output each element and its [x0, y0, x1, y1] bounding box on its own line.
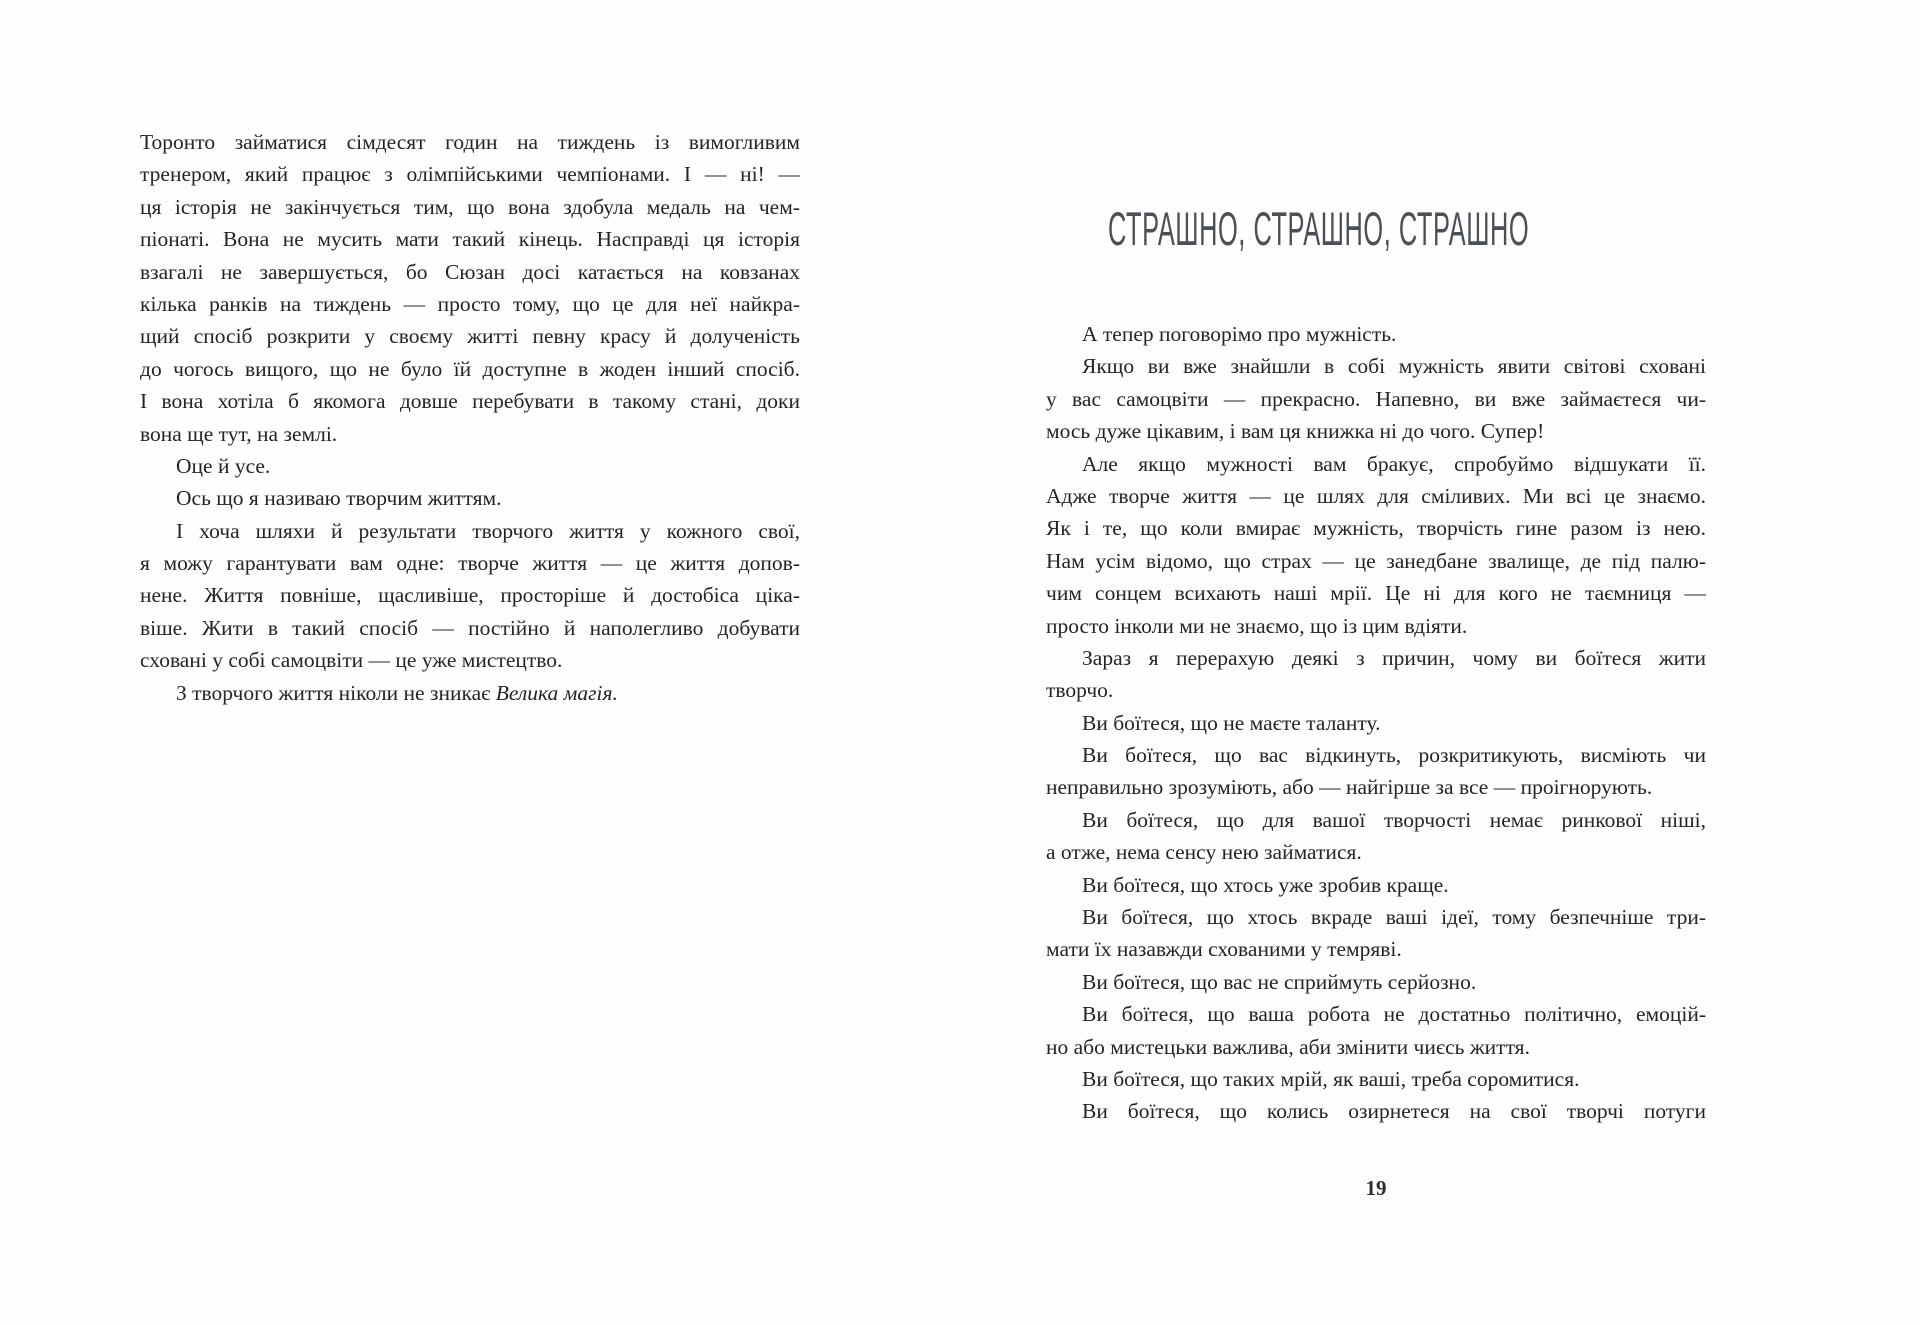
text-line: [140, 191, 800, 223]
left-page-text: [140, 126, 800, 709]
text-run: мось дуже цікавим, і вам ця книжка ні до чого. Супер!: [1046, 419, 1545, 444]
right-page-text: [1046, 318, 1706, 1128]
text-line: [1046, 577, 1706, 609]
text-run: піонаті. Вона не мусить мати такий кінець. Насправді ця історія: [140, 227, 800, 252]
text-line: [1046, 350, 1706, 382]
text-line: [140, 612, 800, 644]
text-line: [140, 515, 800, 547]
text-run: Ви боїтеся, що таких мрій, як ваші, треба соромитися.: [1082, 1066, 1580, 1091]
text-line: [1046, 610, 1706, 642]
text-run: Ви боїтеся, що вас не сприймуть серйозно.: [1082, 969, 1477, 994]
italic-text-run: Велика магія.: [495, 680, 618, 705]
text-line: [140, 126, 800, 158]
text-run: ця історія не закінчується тим, що вона здобула медаль на чем-: [140, 194, 800, 219]
text-run: просто інколи ми не знаємо, що із цим вдіяти.: [1046, 613, 1468, 638]
text-run: Ось що я називаю творчим життям.: [176, 486, 502, 511]
text-run: Нам усім відомо, що страх — це занедбане звалище, де під палю-: [1046, 548, 1706, 573]
page-number: 19: [1365, 1176, 1387, 1200]
text-run: тренером, який працює з олімпійськими чемпіонами. І — ні! —: [140, 162, 800, 187]
text-run: неправильно зрозуміють, або — найгірше за все — проігнорують.: [1046, 775, 1653, 800]
text-run: до чогось вищого, що не було їй доступне в жоден інший спосіб.: [140, 356, 800, 381]
text-line: [1046, 771, 1706, 803]
text-run: я можу гарантувати вам одне: творче життя — це життя допов-: [140, 551, 800, 576]
text-run: З творчого життя ніколи не зникає: [176, 680, 496, 705]
text-run: у вас самоцвіти — прекрасно. Напевно, ви вже займаєтеся чи-: [1046, 386, 1706, 411]
text-run: Ви боїтеся, що колись озирнетеся на свої творчі потуги: [1082, 1099, 1706, 1124]
text-run: Як і те, що коли вмирає мужність, творчість гине разом із нею.: [1046, 516, 1706, 541]
text-line: [1046, 739, 1706, 771]
text-line: [1046, 674, 1706, 706]
text-line: [140, 223, 800, 255]
text-line: [1046, 966, 1706, 998]
text-line: [140, 288, 800, 320]
text-run: кілька ранків на тиждень — просто тому, що це для неї найкра-: [140, 291, 800, 316]
text-run: Оце й усе.: [176, 453, 271, 478]
text-line: [1046, 869, 1706, 901]
text-line: [1046, 1031, 1706, 1063]
text-run: щий спосіб розкрити у своєму житті певну красу й долученість: [140, 324, 800, 349]
text-line: [1046, 901, 1706, 933]
text-run: чим сонцем всихають наші мрії. Це ні для кого не таємниця —: [1046, 581, 1706, 606]
text-line: [1046, 512, 1706, 544]
text-line: [1046, 804, 1706, 836]
text-line: [1046, 545, 1706, 577]
text-line: [140, 353, 800, 385]
chapter-heading: [1108, 202, 1888, 255]
text-line: [1046, 383, 1706, 415]
text-line: [140, 256, 800, 288]
text-run: сховані у собі самоцвіти — це уже мистецтво.: [140, 648, 563, 673]
text-line: [140, 418, 800, 450]
text-run: Ви боїтеся, що вас відкинуть, розкритикують, висміють чи: [1082, 743, 1706, 768]
text-line: [1046, 933, 1706, 965]
text-run: А тепер поговорімо про мужність.: [1082, 322, 1397, 346]
text-run: Ви боїтеся, що хтось уже зробив краще.: [1082, 872, 1449, 897]
text-run: віше. Жити в такий спосіб — постійно й наполегливо добувати: [140, 615, 800, 640]
text-run: Ви боїтеся, що не маєте таланту.: [1082, 710, 1381, 735]
text-line: [1046, 415, 1706, 447]
text-line: [140, 385, 800, 417]
text-line: [140, 158, 800, 190]
text-run: Ви боїтеся, що ваша робота не достатньо політично, емоцій-: [1082, 1002, 1706, 1027]
text-line: [1046, 836, 1706, 868]
text-line: [140, 320, 800, 352]
text-run: І вона хотіла б якомога довше перебувати в такому стані, доки: [140, 389, 800, 414]
text-line: [140, 677, 800, 709]
text-run: а отже, нема сенсу нею займатися.: [1046, 840, 1362, 865]
text-run: нене. Життя повніше, щасливіше, просторіше й достобіса ціка-: [140, 583, 800, 608]
text-run: Якщо ви вже знайшли в собі мужність явити світові сховані: [1082, 354, 1706, 379]
text-line: [140, 450, 800, 482]
chapter-heading-text: СТРАШНО, СТРАШНО, СТРАШНО: [1108, 202, 1530, 255]
text-line: [140, 547, 800, 579]
text-run: Адже творче життя — це шлях для сміливих. Ми всі це знаємо.: [1046, 483, 1706, 508]
text-line: [140, 482, 800, 514]
text-line: [1046, 1095, 1706, 1127]
text-run: Торонто займатися сімдесят годин на тиждень із вимогливим: [140, 130, 800, 154]
text-line: [1046, 318, 1706, 350]
text-line: [1046, 707, 1706, 739]
text-run: І хоча шляхи й результати творчого життя у кожного свої,: [176, 518, 800, 543]
text-line: [1046, 480, 1706, 512]
text-run: Але якщо мужності вам бракує, спробуймо відшукати її.: [1082, 451, 1706, 476]
text-run: Ви боїтеся, що для вашої творчості немає ринкової ніші,: [1082, 807, 1706, 832]
text-run: вона ще тут, на землі.: [140, 421, 338, 446]
text-line: [1046, 448, 1706, 480]
text-line: [1046, 998, 1706, 1030]
text-run: мати їх назавжди схованими у темряві.: [1046, 937, 1402, 962]
text-run: взагалі не завершується, бо Сюзан досі катається на ковзанах: [140, 259, 800, 284]
text-line: [140, 644, 800, 676]
text-line: [1046, 642, 1706, 674]
text-run: творчо.: [1046, 678, 1114, 703]
text-run: Зараз я перерахую деякі з причин, чому ви боїтеся жити: [1082, 645, 1706, 670]
text-line: [140, 579, 800, 611]
text-line: [1046, 1063, 1706, 1095]
text-run: но або мистецьки важлива, аби змінити чиєсь життя.: [1046, 1034, 1530, 1059]
text-run: Ви боїтеся, що хтось вкраде ваші ідеї, тому безпечніше три-: [1082, 905, 1706, 930]
